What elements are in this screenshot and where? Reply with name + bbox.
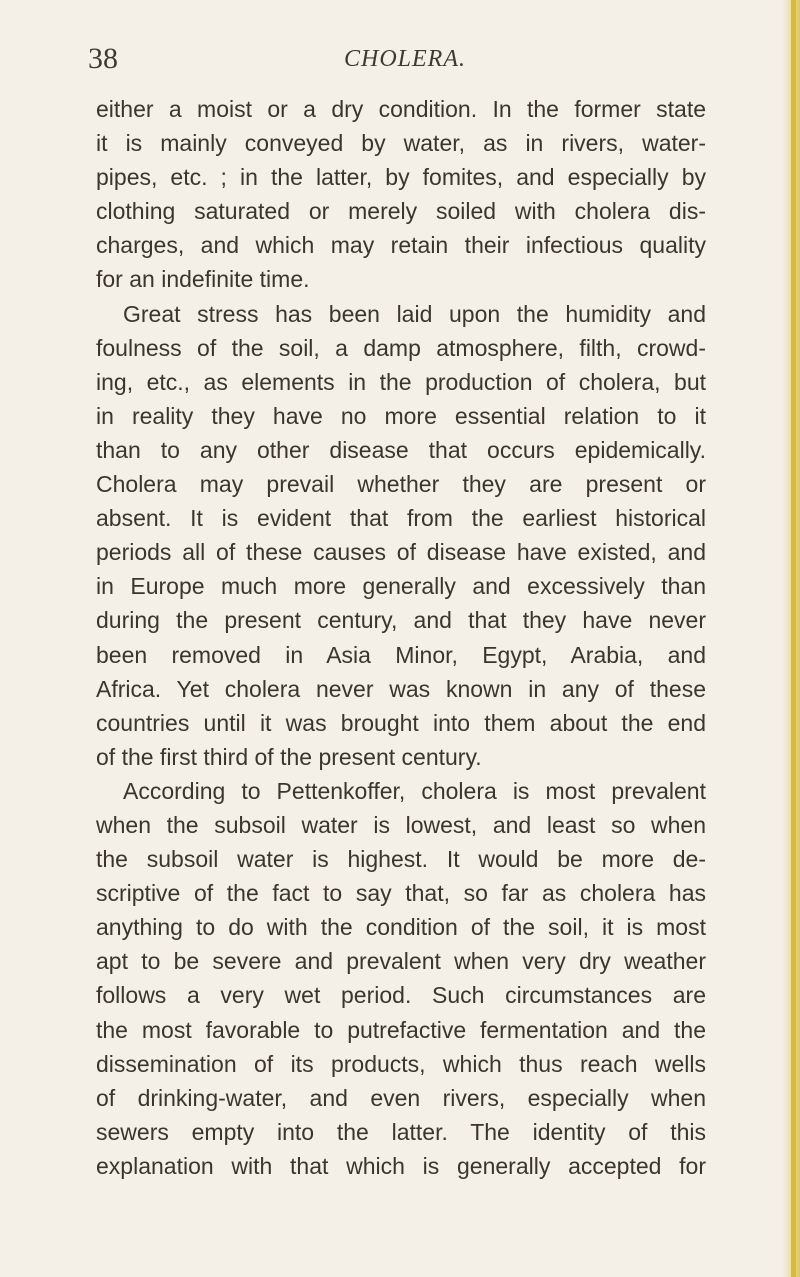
text-line: periods all of these causes of disease have existed, and [96, 539, 706, 566]
text-line: charges, and which may retain their infectious quality [96, 232, 706, 259]
text-line: of drinking-water, and even rivers, especially when [96, 1084, 706, 1111]
text-line: than to any other disease that occurs epidemically. [96, 436, 706, 463]
text-line: in reality they have no more essential relation to it [96, 402, 706, 429]
text-line: Great stress has been laid upon the humidity and [123, 300, 706, 327]
text-line: dissemination of its products, which thus reach wells [96, 1050, 706, 1077]
text-line: when the subsoil water is lowest, and least so when [96, 811, 706, 838]
text-line: pipes, etc. ; in the latter, by fomites, and especially by [96, 164, 706, 191]
text-line: absent. It is evident that from the earliest historical [96, 505, 706, 532]
text-line: the most favorable to putrefactive fermentation and the [96, 1016, 706, 1043]
text-line: either a moist or a dry condition. In the former state [96, 96, 706, 122]
text-line: countries until it was brought into them about the end [96, 709, 706, 736]
text-line: ing, etc., as elements in the production of cholera, but [96, 368, 706, 395]
page-number: 38 [88, 42, 118, 75]
text-line: scriptive of the fact to say that, so far as cholera has [96, 880, 706, 907]
text-line: apt to be severe and prevalent when very dry weather [96, 948, 706, 975]
text-line: it is mainly conveyed by water, as in rivers, water- [96, 130, 706, 157]
text-line: the subsoil water is highest. It would be more de- [96, 846, 706, 873]
page-edge-binding [791, 0, 796, 1277]
text-line: clothing saturated or merely soiled with cholera dis- [96, 198, 706, 225]
text-line: in Europe much more generally and excessively than [96, 573, 706, 600]
text-line: follows a very wet period. Such circumstances are [96, 982, 706, 1009]
text-line: Africa. Yet cholera never was known in any of these [96, 675, 706, 702]
text-line: for an indefinite time. [96, 266, 310, 293]
text-line: foulness of the soil, a damp atmosphere, filth, crowd- [96, 334, 706, 361]
text-line: been removed in Asia Minor, Egypt, Arabia, and [96, 641, 706, 668]
body-text [96, 92, 706, 1183]
page-header [88, 42, 708, 84]
running-head: CHOLERA. [344, 46, 466, 72]
text-line: of the first third of the present century. [96, 743, 482, 770]
text-line: sewers empty into the latter. The identity of this [96, 1118, 706, 1145]
text-line: during the present century, and that they have never [96, 607, 706, 634]
text-line: explanation with that which is generally accepted for [96, 1152, 706, 1179]
text-line: Cholera may prevail whether they are present or [96, 471, 706, 498]
text-line: anything to do with the condition of the soil, it is most [96, 914, 706, 941]
text-line: According to Pettenkoffer, cholera is most prevalent [123, 777, 706, 804]
